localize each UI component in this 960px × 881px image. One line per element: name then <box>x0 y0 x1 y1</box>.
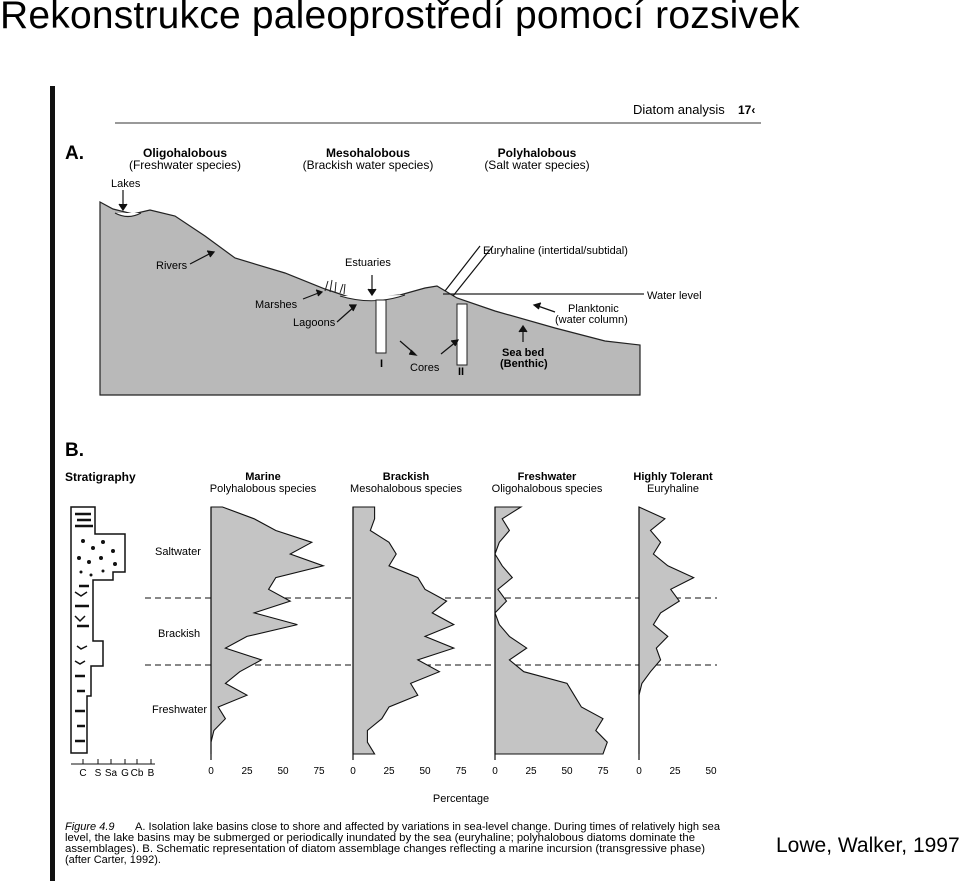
scanned-page <box>50 86 761 881</box>
slide-title: Rekonstrukce paleoprostředí pomocí rozsivek <box>0 0 800 37</box>
tick-brackish-50: 50 <box>419 766 431 777</box>
label-planktonic: Planktonic <box>568 303 619 315</box>
tick-freshwater-75: 75 <box>597 766 609 777</box>
column-title-marine: Marine <box>245 471 281 483</box>
column-sub-brackish: Mesohalobous species <box>350 483 462 495</box>
column-sub-tolerant: Euryhaline <box>647 483 699 495</box>
curve-highly-tolerant-euryhaline <box>639 507 694 754</box>
zone-mesohalobous-sub: (Brackish water species) <box>302 158 434 172</box>
label-lagoons: Lagoons <box>293 317 336 329</box>
tick-marine-75: 75 <box>313 766 325 777</box>
strat-axis-cb: Cb <box>130 768 144 779</box>
diatom-curves <box>211 507 694 760</box>
caption-figure-label: Figure 4.9 <box>65 821 115 833</box>
column-title-freshwater: Freshwater <box>517 471 577 483</box>
label-water-level: Water level <box>647 290 702 302</box>
label-cores: Cores <box>410 362 440 374</box>
zone-oligohalobous: Oligohalobous <box>143 146 227 160</box>
zone-polyhalobous-sub: (Salt water species) <box>484 158 590 172</box>
tick-brackish-0: 0 <box>350 766 356 777</box>
landscape-cross-section <box>100 202 644 395</box>
caption-line-4: (after Carter, 1992). <box>65 854 161 866</box>
strat-axis-b: B <box>147 768 155 779</box>
credit: Lowe, Walker, 1997 <box>776 834 960 857</box>
label-planktonic-sub: (water column) <box>555 314 628 326</box>
zone-label-brackish: Brackish <box>158 628 201 640</box>
stratigraphy-title: Stratigraphy <box>65 470 136 484</box>
tick-tolerant-25: 25 <box>669 766 681 777</box>
x-axis-label: Percentage <box>432 793 490 805</box>
tick-brackish-25: 25 <box>383 766 395 777</box>
zone-label-saltwater: Saltwater <box>155 546 201 558</box>
panel-b-label: B. <box>65 440 84 461</box>
label-marshes: Marshes <box>255 299 298 311</box>
page-header: Diatom analysis <box>633 102 725 117</box>
tick-freshwater-50: 50 <box>561 766 573 777</box>
label-estuaries: Estuaries <box>345 257 391 269</box>
caption-line-2: level, the lake basins may be submerged or periodically inundated by the sea (euryhaline; polyhalobous diatoms dominate the <box>65 832 695 844</box>
caption-line-3: assemblages). B. Schematic representation of diatom assemblage changes reflecting a marine incursion (transgressive phase) <box>65 843 705 855</box>
label-core-1: I <box>380 358 384 370</box>
zone-polyhalobous: Polyhalobous <box>497 146 577 160</box>
page-number: 17‹ <box>738 103 756 117</box>
zone-oligohalobous-sub: (Freshwater species) <box>128 158 242 172</box>
zone-label-freshwater: Freshwater <box>152 704 208 716</box>
label-lakes: Lakes <box>111 178 141 190</box>
stratigraphy-log <box>71 507 155 764</box>
curve-brackish-mesohalobous-species <box>353 507 454 754</box>
strat-axis-sa: Sa <box>104 768 118 779</box>
tick-marine-25: 25 <box>241 766 253 777</box>
zone-mesohalobous: Mesohalobous <box>325 146 411 160</box>
label-core-2: II <box>458 366 465 378</box>
tick-tolerant-50: 50 <box>705 766 717 777</box>
tick-marine-50: 50 <box>277 766 289 777</box>
tick-marine-0: 0 <box>208 766 214 777</box>
label-sea-bed-sub: (Benthic) <box>500 358 548 370</box>
caption-line-1: A. Isolation lake basins close to shore and affected by variations in sea-level change. During times of relatively high sea <box>135 821 721 833</box>
curve-freshwater-oligohalobous-species <box>495 507 607 754</box>
label-rivers: Rivers <box>156 260 188 272</box>
strat-axis-g: G <box>121 768 129 779</box>
tick-brackish-75: 75 <box>455 766 467 777</box>
curve-marine-polyhalobous-species <box>211 507 323 754</box>
label-euryhaline: Euryhaline (intertidal/subtidal) <box>483 245 628 257</box>
strat-axis-s: S <box>94 768 102 779</box>
tick-freshwater-25: 25 <box>525 766 537 777</box>
tick-tolerant-0: 0 <box>636 766 642 777</box>
label-sea-bed: Sea bed <box>502 347 545 359</box>
strat-axis-c: C <box>79 768 87 779</box>
tick-freshwater-0: 0 <box>492 766 498 777</box>
panel-a-label: A. <box>65 143 84 164</box>
column-title-brackish: Brackish <box>382 471 430 483</box>
column-sub-marine: Polyhalobous species <box>209 483 317 495</box>
column-sub-freshwater: Oligohalobous species <box>491 483 603 495</box>
column-title-tolerant: Highly Tolerant <box>633 471 713 483</box>
